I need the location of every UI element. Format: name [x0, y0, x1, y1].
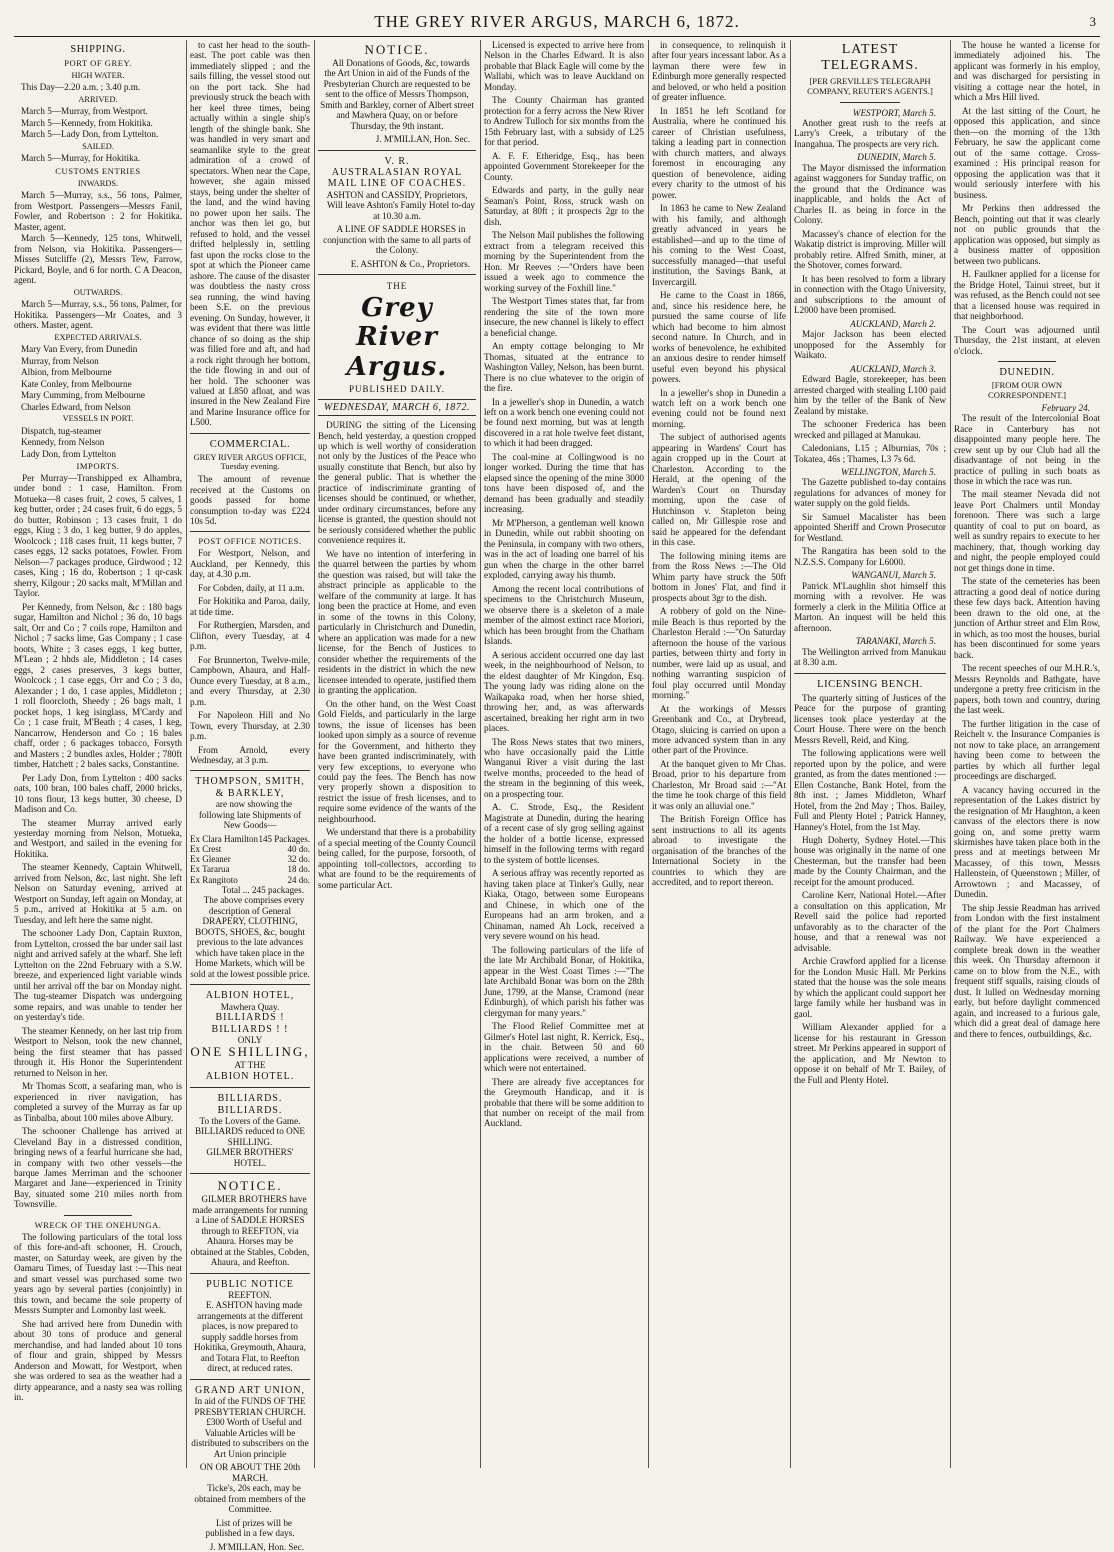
thompson-tail: The above comprises every description of General DRAPERY, CLOTHING, BOOTS, SHOES, &c, bought previous to the late advances which have taken place in the Home Markets, which will be sold at the lowest possible price.: [190, 895, 310, 979]
news-paragraph: Among the recent local contributions of specimens to the Christchurch Museum, we observe there is a skeleton of a male member of the almost extinct race Moriori, which has been brought from the Chatham Islands.: [484, 583, 644, 647]
bench-paragraph: At the last sitting of the Court, he opposed this application, and since then—on the morning of the 13th February, he saw the applicant come out of the same cottage. Cross-examined : His principal reason for opposing the application was that it would seriously interfere with his business.: [954, 105, 1100, 200]
divider: [318, 274, 476, 275]
billiards-title: BILLIARDS. BILLIARDS.: [217, 1093, 283, 1116]
news-paragraph: A robbery of gold on the Nine-mile Beach is thus reported by the Charleston Herald :—"On Saturday afternoon the house of the various parties, between thirty and forty in number, were laid up as usual, and nothing warranting suspicion of foul play occurred until Monday morning.": [652, 606, 786, 701]
leader-paragraph: We have no intention of interfering in the quarrel between the parties by whom the question was raised, but will take the abstract principle as applicable to the welfare of the community at large. It has long been the practice at Home, and even in some of the towns in this Colony, particularly in Christchurch and Dunedin, where an application was made for a new license, for the Bench of Justices to consider whether the requirements of the residents in the district in which the new licensee intended to operate, justified them in granting the application.: [318, 548, 476, 696]
telegram-place: WANGANUI, March 5.: [851, 570, 936, 581]
dunedin-paragraph: The state of the cemeteries has been attracting a good deal of notice during these few days back. Attention having been drawn to the old one, at the junction of Arthur street and Elm Row, in which, as too most the houses, burial has been discontinued for some years back.: [954, 576, 1100, 660]
arrived-heading: ARRIVED.: [78, 94, 118, 104]
telegram-text: It has been resolved to form a library in connection with the Otago University, and subscriptions to the amount of L2000 have been promised.: [794, 273, 946, 316]
outwards-heading: OUTWARDS.: [73, 287, 123, 297]
inwards-item: March 5—Murray, s.s., 56 tons, Palmer, from Westport. Passengers—Messrs Fanil, Fowler, and Robertson : 2 for Hokitika. Master, agent.: [14, 190, 182, 232]
coach-title: AUSTRALASIAN ROYAL MAIL LINE OF COACHES.: [327, 167, 467, 190]
dunedin-sub: [FROM OUR OWN CORRESPONDENT.]: [988, 380, 1066, 400]
port-heading: PORT OF GREY.: [64, 57, 132, 68]
telegram-text: Edward Bagle, storekeeper, has been arrested charged with stealing L100 paid him by the teller of the Bank of New Zealand by mistake.: [794, 374, 946, 416]
post-office-heading: POST OFFICE NOTICES.: [198, 536, 302, 547]
shipment-name: Ex Rangitoto: [190, 874, 238, 885]
shipping-paragraph: The steamer Kennedy, on her last trip from Westport to Nelson, took the new channel, being the first steamer that has passed through it. His Honor the Superintendent returned to Nelson in her.: [14, 1025, 182, 1078]
thompson-ad: [190, 776, 310, 979]
coach-ad: [318, 156, 476, 270]
news-paragraph: An empty cottage belonging to Mr Thomas, situated at the entrance to Washington Valley, Nelson, has been burnt. There is no clue whatever to the origin of the fire.: [484, 341, 644, 394]
paper-nameplate: [318, 281, 476, 394]
public-notice-title: PUBLIC NOTICE: [206, 1278, 294, 1290]
imports-paragraph: Per Kennedy, from Nelson, &c : 180 bags sugar, Hamilton and Nichol ; 36 do, 10 bags salt, Orr and Co ; 7 coils rope, Hamilton and Nichol ; 7 sacks lime, Gas Company ; 1 case boots, White ; 3 cases eggs, 1 keg butter, M'Lean ; 2 hhds ale, Middleton ; 14 cases eggs, 2 cases preserves, 3 kegs butter, Woolcock ; 1 case eggs, Orr and Co ; 3 do, Alexander ; 1 do, 1 case apples, Middleton ; 1 roll floorcloth, Sheedy ; 26 bags malt, 1 pocket hops, 1 keg isinglass, M'Cardy and Co ; 1 case fruit, M'Beath ; 4 cases, 1 keg, Nancarrow, Henderson and Co ; 16 bales chaff, order ; 6 packages tobacco, Forsyth and Masters ; 2 bundles axles, Holder ; 780ft timber, Hatchett ; 2 bales sacks, Constantine.: [14, 601, 182, 770]
albion-billiards: BILLIARDS ! BILLIARDS ! !: [211, 1012, 289, 1035]
column-rule: [790, 40, 791, 1468]
outwards-item: March 5—Murray, s.s., 56 tons, Palmer, for Hokitika. Passengers—Mr Coates, and 3 others. Master, agent.: [14, 299, 182, 331]
albion-place: Mawhera Quay.: [220, 1001, 280, 1012]
dunedin-paragraph: The further litigation in the case of Reichelt v. the Insurance Companies is not now to take place, an arrangement having been come to between the parties by which all further legal proceedings are discharged.: [954, 718, 1100, 782]
wreck-paragraph: She had arrived here from Dunedin with about 30 tons of produce and general merchandise, and had landed about 10 tons of flour and grain, shipped by Messrs Anderson and Mowatt, for Westport, when she was ordered to sea as the weather had a dirty appearance, and a nasty sea was rolling in.: [14, 1318, 182, 1402]
imports-heading: IMPORTS.: [76, 461, 120, 472]
thompson-text: are now showing the following late Shipments of New Goods—: [198, 799, 302, 831]
imports-paragraph: Per Murray—Transhipped ex Alhambra, under bond : 1 case, Hamilton. From Motueka—8 cases fruit, 2 cows, 5 calves, 1 keg butter, order ; 24 cases fruit, 6 do eggs, 5 do butter, Robinson ; 13 cases fruit, 1 do eggs, Kiug ; 3 do, 1 keg butter, 9 do apples, Woolcock ; 118 cases fruit, 11 kegs butter, 7 cases eggs, 12 sacks potatoes, Fowler. From Nelson—7 packages produce, Girdwood ; 12 cases, King ; 16 do, Robertson ; 1 qr-cask sherry, Kilgour ; 20 sacks malt, M'Millan and Taylor.: [14, 473, 182, 599]
dunedin-date: February 24.: [1041, 402, 1090, 413]
news-paragraph: The coal-mine at Collingwood is no longer worked. During the time that has elapsed since the opening of the mine 3000 tons have been disposed of, and the demand has been gradually and steadily increasing.: [484, 451, 644, 515]
divider: [190, 433, 310, 434]
column-rule: [480, 40, 481, 1468]
vr-text: V. R.: [384, 155, 410, 167]
imports-paragraph: Per Lady Don, from Lyttelton : 400 sacks oats, 100 bran, 100 bales chaff, 2000 bricks, 10 tons flour, 13 kegs butter, 30 cheese, D Madison and Co.: [14, 772, 182, 815]
public-notice-text: E. ASHTON having made arrangements at the different places, is now prepared to supply saddle horses from Hokitika, Greymouth, Ahaura, and Totara Flat, to Reefton direct, at reduced rates.: [193, 1300, 306, 1374]
news-paragraph: Mr M'Pherson, a gentleman well known in Dunedin, while out rabbit shooting on the Peninsula, in company with two others, was in the act of loading one barrel of his gun when the charge in the other barrel exploded, carrying away his thumb.: [484, 517, 644, 581]
nameplate-title: Grey River Argus.: [346, 292, 448, 382]
telegram-text: Macassey's chance of election for the Wakatip district is improving. Miller will probably retire. Alfred Smith, miner, at the Shotover, comes forward.: [794, 228, 946, 271]
public-notice-place: REEFTON.: [228, 1289, 272, 1300]
news-paragraph: The Ross News states that two miners, who have occasionally paid the Little Wanganui River a visit during the last twelve months, proceeded to the head of the stream in the beginning of this week, on a prospecting tour.: [484, 736, 644, 799]
albion-only: ONLY: [237, 1034, 263, 1045]
telegram-text: The schooner Frederica has been wrecked and pillaged at Manukau.: [794, 419, 946, 440]
bench-paragraph: The quarterly sitting of Justices of the Peace for the purpose of granting licenses took place yesterday at the Court House. There were on the bench Messrs Revell, Reid, and King.: [794, 692, 946, 745]
shipment-qty: 24 do.: [287, 874, 310, 885]
telegram-text: Caledonians, L15 ; Alburnias, 70s ; Tokatea, 46s ; Thames, L3 7s 6d.: [794, 443, 946, 464]
news-paragraph: A serious accident occurred one day last week, in the neighbourhood of Nelson, to the eldest daughter of Mr Kingdon, Esq. The young lady was riding alone on the Waikapaka road, when her horse shied, throwing her, and, as was afterwards ascertained, breaking her right arm in two places.: [484, 649, 644, 734]
leader-paragraph: On the other hand, on the West Coast Gold Fields, and particularly in the large towns, the issue of licenses has been looked upon simply as a source of revenue for the Government, and hitherto they have been granted indiscriminately, with very few exceptions, to everyone who could pay the fees. The Bench has now very properly shown a disposition to restrict the issue of fresh licenses, and to require some evidence of the wants of the neighbourhood.: [318, 698, 476, 824]
telegram-text: Sir Samuel Macalister has been appointed Sheriff and Crown Prosecutor for Westland.: [794, 511, 946, 543]
donations-notice: [318, 43, 476, 145]
shipment-qty: 40 do.: [287, 843, 310, 854]
column-rule: [186, 40, 187, 1468]
bench-paragraph: Archie Crawford applied for a license for the London Music Hall. Mr Perkins stated that the house was the sole means by which the applicant could support her large family while her husband was in gaol.: [794, 956, 946, 1019]
albion-title: ALBION HOTEL,: [205, 990, 295, 1002]
dunedin-paragraph: The recent speeches of our M.H.R.'s, Messrs Reynolds and Bathgate, have undergone a pretty free criticism in the papers, both town and country, during the last week.: [954, 663, 1100, 716]
high-water-heading: HIGH WATER.: [71, 70, 125, 80]
post-item: For Cobden, daily, at 11 a.m.: [198, 582, 305, 593]
high-water-times: This Day—2.20 a.m. ; 3.40 p.m.: [21, 82, 141, 93]
shipment-qty: 32 do.: [287, 854, 310, 865]
billiards-to: To the Lovers of the Game.: [199, 1115, 301, 1126]
divider: [190, 531, 310, 532]
shipping-paragraph: The schooner Challenge has arrived at Cleveland Bay in a distressed condition, bringing news of a fearful hurricane she had, in company with two other vessels—the barque James Merriman and the schooner Margaret and Jane—experienced in Trinity Bay, situated some 210 miles north from Townsville.: [14, 1126, 182, 1210]
leader-dateline: WEDNESDAY, MARCH 6, 1872.: [318, 399, 476, 416]
column-shipping: [14, 40, 182, 1468]
expected-item: Kate Conley, from Melbourne: [21, 378, 132, 389]
bench-paragraph: The following applications were well reported upon by the police, and were granted, as from the dates mentioned :—Ellen Costanche, Bank Hotel, from the 8th inst. ; James Middleton, Wharf Hotel, from the 2nd May ; Thos. Bailey, Full and Plenty Hotel ; Patrick Hanney, Hanney's Hotel, from the 1st May.: [794, 748, 946, 832]
shipment-row: [190, 875, 310, 885]
donations-text: All Donations of Goods, &c, towards the Art Union in aid of the Funds of the Presbyterian Church are requested to be sent to the office of Messrs Thompson, Smith and Barkley, corner of Albert street and Mawhera Quay, on or before Thursday, the 9th instant.: [320, 57, 474, 131]
bench-paragraph: H. Faulkner applied for a license for the Bridge Hotel, Tainui street, but it was refused, as the Bench could not see that a licensed house was required in that neighborhood.: [954, 269, 1100, 322]
notice-text: GILMER BROTHERS have made arrangements for running a Line of SADDLE HORSES through to REEFTON, via Ahaura. Horses may be obtained at the Stables, Cobden, Ahaura, and Reefton.: [190, 1194, 310, 1268]
news-paragraph: At the workings of Messrs Greenbank and Co., at Drybread, Otago, sluicing is carried on upon a more advanced system than in any other part of the Province.: [652, 703, 786, 756]
news-paragraph: The County Chairman has granted protection for a ferry across the New River to Andrew Tulloch for six months from the 15th February last, with a subsidy of L25 for that period.: [484, 95, 644, 148]
news-paragraph: The following particulars of the life of the late Mr Archibald Bonar, of Hokitika, appear in the West Coast Times :—"The late Archibald Bonar was born on the 28th June, 1799, at the Manse, Cramond (near Edinburgh), of which parish his father was clergyman for many years.": [484, 944, 644, 1018]
column-dunedin: [954, 40, 1100, 1468]
shipment-name: Ex Tararua: [190, 864, 230, 875]
news-paragraph: At the banquet given to Mr Chas. Broad, prior to his departure from Charleston, Mr Broad said :—"At the time he took charge of this field it was only an alluvial one.": [652, 758, 786, 811]
bench-paragraph: The house he wanted a license for immediately adjoined his. The applicant was formerly in his employ, and was discharged for persisting in visiting a cottage near the hotel, in which a Mrs Hill lived.: [954, 40, 1100, 103]
masthead: [14, 6, 1100, 37]
bench-paragraph: Mr Perkins then addressed the Bench, pointing out that it was clearly not on public grounds that the application was opposed, but simply as a business matter of opposition between two publicans.: [954, 203, 1100, 266]
dunedin-paragraph: The result of the Intercolonial Boat Race in Canterbury has not disappointed many people here. The crew sent up by our Club had all the disadvantage of not being in the practice of pulling in such boats as those in which the race was run.: [954, 413, 1100, 486]
expected-heading: EXPECTED ARRIVALS.: [54, 332, 142, 342]
bench-paragraph: The Court was adjourned until Thursday, the 21st instant, at eleven o'clock.: [954, 324, 1100, 356]
dunedin-heading: DUNEDIN.: [999, 367, 1055, 379]
shipment-qty: 18 do.: [287, 864, 310, 875]
vessel-item: Lady Don, from Lyttelton: [21, 448, 116, 459]
shipment-name: Ex Gleaner: [190, 854, 231, 865]
post-item: For Brunnerton, Twelve-mile, Campbown, Ahaura, and Half-Ounce every Tuesday, at 8 a.m., and every Thursday, at 2.30 p.m.: [190, 654, 310, 707]
commercial-heading: COMMERCIAL.: [209, 438, 291, 450]
shipment-total: Total ... 245 packages.: [221, 884, 304, 895]
divider: [998, 361, 1056, 362]
news-paragraph: A. C. Strode, Esq., the Resident Magistrate at Dunedin, during the hearing of a recent case of sly grog selling against the holder of a bottle license, expressed himself in the following terms with regard to the system of bottle licenses.: [484, 802, 644, 865]
newspaper-title: THE GREY RIVER ARGUS, MARCH 6, 1872.: [374, 12, 740, 31]
telegram-text: The Rangatira has been sold to the N.Z.S.S. Company for L6000.: [794, 546, 946, 567]
art-union-date: ON OR ABOUT THE 20th MARCH.: [199, 1462, 301, 1483]
vessels-heading: VESSELS IN PORT.: [62, 414, 134, 424]
art-union-title: GRAND ART UNION,: [195, 1384, 305, 1396]
post-item: For Westport, Nelson, and Auckland, per Kennedy, this day, at 4.30 p.m.: [190, 548, 310, 580]
telegram-text: Another great rush to the reefs at Larry's Creek, a tributary of the Inangahua. The prospects are very rich.: [794, 117, 946, 149]
post-item: From Arnold, every Wednesday, at 3 p.m.: [190, 744, 310, 765]
shipping-paragraph: The schooner Lady Don, Captain Ruxton, from Lyttelton, crossed the bar under sail last night and arrived safely at the wharf. She left Lyttelton on the 22nd February with a S.W. breeze, and experienced light variable winds until her arrival off the bar on Monday night. The tug-steamer Dispatch was undergoing some repairs, and was unable to tender her on yesterday's tide.: [14, 928, 182, 1023]
licensing-bench-heading: LICENSING BENCH.: [817, 678, 923, 690]
news-paragraph: There are already five acceptances for the Greymouth Handicap, and it is probable that there will be some addition to that number on receipt of the mail from Auckland.: [484, 1076, 644, 1129]
column-local-news: [484, 40, 644, 1468]
vr-crest: [318, 156, 476, 167]
nameplate-published: PUBLISHED DAILY.: [349, 384, 445, 395]
telegram-text: The Gazette published to-day contains regulations for advances of money for water supply on the gold fields.: [794, 477, 946, 509]
billiards-hotel: GILMER BROTHERS' HOTEL.: [206, 1147, 294, 1168]
news-paragraph: The subject of authorised agents appearing in Wardens' Court has again cropped up in the Court at Charleston. According to the Herald, at the opening of the Warden's Court on Thursday morning, upon the case of Hutchinson v. Stapleton being called on, Mr Gillespie rose and said he appeared for the defendant in this case.: [652, 432, 786, 548]
art-union-ad: [190, 1385, 310, 1552]
leader-paragraph: DURING the sitting of the Licensing Bench, held yesterday, a question cropped up which is well worthy of consideration not only by the Justices of the Peace who usually constitute that Bench, but also by the general public. That is whether the practice of indiscriminate granting of licenses should be continued, or whether, under ordinary circumstances, before any license is granted, the question should not be seriously considered whether the public convenience requires it.: [318, 420, 476, 546]
shipment-qty: 145 Packages.: [258, 833, 310, 844]
telegram-text: Major Jackson has been elected unopposed for the Assembly for Waikato.: [794, 329, 946, 361]
news-paragraph: The Westport Times states that, far from rendering the site of the town more insecure, the new channel is likely to effect a beneficial change.: [484, 296, 644, 338]
expected-item: Charles Edward, from Nelson: [21, 401, 131, 412]
expected-item: Mary Cumming, from Melbourne: [21, 390, 146, 401]
billiards-reduced: BILLIARDS reduced to ONE SHILLING.: [195, 1126, 305, 1147]
saddle-text: A LINE OF SADDLE HORSES in conjunction with the same to all parts of the Colony.: [323, 224, 471, 256]
expected-item: Murray, from Nelson: [21, 355, 99, 366]
donations-signature: J. M'MILLAN, Hon. Sec.: [375, 134, 470, 145]
telegram-text: The Mayor dismissed the information against waggoners for Sunday traffic, on the ground that the Ordinance was inapplicable, and holds the Act of Charles II. as being in force in the Colony.: [794, 162, 946, 226]
page-number: 3: [1089, 14, 1096, 29]
divider: [190, 1379, 310, 1380]
albion-price: ONE SHILLING,: [190, 1044, 310, 1060]
expected-item: Mary Van Every, from Dunedin: [21, 344, 138, 355]
vessel-item: Dispatch, tug-steamer: [21, 425, 102, 436]
column-news-continued: [652, 40, 786, 1468]
telegram-place: WESTPORT, March 5.: [852, 107, 936, 118]
albion-ad: [190, 990, 310, 1082]
shipment-row: [190, 854, 310, 864]
shipment-row: [190, 864, 310, 874]
divider: [190, 770, 310, 771]
divider: [190, 1087, 310, 1088]
post-item: For Ruthergien, Marsden, and Clifton, every Tuesday, at 4 p.m.: [190, 620, 310, 652]
news-paragraph: He came to the Coast in 1866, and, since his residence here, he pursued the same course of life which had become to him almost second nature. In Church, and in works of benevolence, he exhibited an anxious desire to render himself useful even beyond his physical powers.: [652, 290, 786, 385]
telegram-text: The Wellington arrived from Manukau at 8.30 a.m.: [794, 646, 946, 668]
post-item: For Napoleon Hill and No Town, every Thursday, at 2.30 p.m.: [190, 710, 310, 742]
dunedin-paragraph: The mail steamer Nevada did not leave Port Chalmers until Monday forenoon. There was such a large quantity of coal to put on board, as well as sundry repairs to execute to her machinery, that, though working day and night, the people employed could not get things done in time.: [954, 489, 1100, 573]
divider: [190, 1173, 310, 1174]
expected-item: Albion, from Melbourne: [21, 367, 112, 378]
shipment-name: Ex Clara Hamilton: [190, 833, 258, 844]
telegram-place: TARANAKI, March 5.: [855, 636, 936, 647]
dunedin-paragraph: A vacancy having occurred in the representation of the Lakes district by the resignation of Mr Haughton, a keen canvass of the electors there is now going on, and some pretty warm skirmishes have taken place both in the press and at meetings between Mr Macassey, of this town, Messrs Hallenstein, of Queenstown ; Miller, of Arrowtown ; and Macassey, of Dunedin.: [954, 784, 1100, 900]
column-leader: [318, 40, 476, 1468]
wreck-continued: to cast her head to the south-east. The port cable was then immediately slipped ; and the sails filling, the vessel stood out on the port tack. She had previously struck the beach with her keel three times, being actually within a single ship's length of the shingle bank. She was handled in very smart and seamanlike style to the great admiration of a crowd of spectators. When near the Cape, however, she again missed stays, being under the shelter of the land, and the wind having no power upon her sails. The anchor was then let go, but refused to hold, and the vessel drifted helplessly in, settling fast upon the rocks close to the spot at which the Pioneer came ashore. The cause of the disaster was doubtless the nasty cross sea running, the wind having been S.E. on the previous evening. On Sunday, however, it was evident that there was little chance of so doing as the ship was filled fore and aft, and had a rock right through her bottom, the tide flowing in and out of her hold. The schooner was valued at L850 afloat, and was insured in the New Zealand Fire and Marine Insurance office for L500.: [190, 40, 310, 428]
notice-title: NOTICE.: [217, 1178, 283, 1194]
saddle-signature: E. ASHTON & Co., Proprietors.: [350, 258, 470, 269]
bench-paragraph: Hugh Doherty, Sydney Hotel.—This house was originally in the name of one Chesterman, but the transfer had been made by the County Chairman, and the receipt for the amount produced.: [794, 834, 946, 887]
coach-text: Will leave Ashton's Family Hotel to-day at 10.30 a.m.: [326, 200, 475, 221]
divider: [190, 1273, 310, 1274]
divider: [794, 673, 946, 674]
telegram-place: DUNEDIN, March 5.: [857, 152, 936, 163]
news-paragraph: In a jeweller's shop in Dunedin, a watch left on a work bench one evening could not be found next morning, but was at length discovered in a rat hole twelve feet distant, to which it had been dragged.: [484, 396, 644, 449]
news-paragraph: The Nelson Mail publishes the following extract from a telegram received this morning by the Superintendent from the Hon. Mr Reeves :—"Orders have been issued a week ago to commence the working survey of the Foxhill line.": [484, 230, 644, 293]
news-paragraph: The following mining items are from the Ross News :—The Old Whim party have struck the 50ft bottom in Jones' Flat, and find it prospects about 3gr to the dish.: [652, 550, 786, 603]
billiards-ad: [190, 1093, 310, 1168]
sailed-item: March 5—Murray, for Hokitika.: [21, 153, 141, 164]
news-paragraph: The British Foreign Office has sent instructions to all its agents abroad to investigate the organisation of the branches of the International Society in the countries to which they are accredited, and to report thereon.: [652, 814, 786, 888]
commercial-text: The amount of revenue received at the Customs on goods passed for home consumption to-day was £224 10s 5d.: [190, 474, 310, 526]
art-union-text: £300 Worth of Useful and Valuable Articles will be distributed to subscribers on the Art Union principle: [191, 1417, 309, 1459]
art-union-list: List of prizes will be published in a few days.: [205, 1517, 295, 1539]
nameplate-the: THE: [386, 281, 408, 292]
column-rule: [950, 40, 951, 1468]
news-paragraph: In 1851 he left Scotland for Australia, where he continued his career of Christian usefulness, taking a leading part in connection with church matters, and always foremost in encouraging any question of benevolence, aiding every charity to the utmost of his power.: [652, 105, 786, 200]
donations-title: NOTICE.: [364, 42, 430, 57]
vessel-item: Kennedy, from Nelson: [21, 437, 105, 448]
customs-heading: CUSTOMS ENTRIES: [55, 165, 141, 176]
news-paragraph: The Flood Relief Committee met at Gilmer's Hotel last night, R. Kerrick, Esq., in the chair. Between 50 and 60 applications were received, a number of which were not entertained.: [484, 1021, 644, 1074]
thompson-heading: THOMPSON, SMITH, & BARKLEY,: [195, 776, 305, 799]
divider: [190, 984, 310, 985]
news-paragraph: in consequence, to relinquish it after four years incessant labor. As a layman there were few in Edinburgh more generally respected and beloved, or who held a position of greater influence.: [652, 40, 786, 103]
telegram-place: AUCKLAND, March 3.: [850, 363, 936, 374]
news-paragraph: Edwards and party, in the gully near Seaman's Point, Ross, struck wash on Saturday, at 80ft ; it prospects 2gr to the dish.: [484, 185, 644, 227]
albion-at: AT THE: [234, 1060, 266, 1071]
art-union-signature: J. M'MILLAN, Hon. Sec.: [209, 1541, 304, 1552]
telegram-place: AUCKLAND, March 2.: [850, 318, 936, 329]
telegram-place: WELLINGTON, March 5.: [841, 467, 936, 477]
column-rule: [648, 40, 649, 1468]
shipment-name: Ex Crest: [190, 843, 222, 854]
arrived-item: March 5—Kennedy, from Hokitika.: [21, 117, 153, 128]
inwards-item: March 5—Kennedy, 125 tons, Whitwell, from Nelson, via Hokitika. Passengers—Misses Sutcliffe (2), Messrs Tew, Farrow, Pickard, Boyle, and 6 for north. C A Deacon, agent.: [14, 233, 182, 286]
news-paragraph: In 1863 he came to New Zealand with his family, and although greatly advanced in years he established—and up to the time of his coming to the West Coast, successfully managed—that useful institution, the Savings Bank, at Invercargill.: [652, 203, 786, 287]
arrived-item: March 5—Murray, from Westport.: [21, 106, 148, 117]
news-paragraph: A. F. F. Etheridge, Esq., has been appointed Government Storekeeper for the County.: [484, 150, 644, 182]
coach-proprietors: ASHTON and CASSIDY, Proprietors,: [326, 189, 468, 200]
column-rule: [314, 40, 315, 1468]
column-telegrams: [794, 40, 946, 1468]
divider: [318, 150, 476, 151]
news-paragraph: Licensed is expected to arrive here from Nelson in the Charles Edward. It is also probable that Black Eagle will come by the Wallabi, which was to leave Auckland on Monday.: [484, 40, 644, 92]
inwards-heading: INWARDS.: [77, 178, 119, 188]
post-item: For Hokitika and Paroa, daily, at tide time.: [190, 596, 310, 617]
divider: [840, 102, 901, 103]
telegrams-heading: LATEST TELEGRAMS.: [821, 42, 919, 73]
shipping-paragraph: The steamer Murray arrived early yesterday morning from Nelson, Motueka, and Westport, and sailed in the evening for Hokitika.: [14, 817, 182, 859]
shipment-row: [190, 844, 310, 854]
shipping-paragraph: The steamer Kennedy, Captain Whitwell, arrived from Nelson, &c, last night. She left Nelson on Saturday evening, arrived at Westport on Sunday, left again on Monday, at 5 p.m., arrived at Hokitika at 5 a.m. on Tuesday, and left here the same night.: [14, 862, 182, 925]
bench-paragraph: William Alexander applied for a license for his restaurant in Gresson street. Mr Perkins appeared in support of the application, and Mr Newton to oppose it on behalf of Mr T. Bailey, of the Full and Plenty Hotel.: [794, 1022, 946, 1085]
wreck-paragraph: The following particulars of the total loss of this fore-and-aft schooner, H. Crouch, master, on Saturday week, are given by the Oamaru Times, of Tuesday last :—This neat and smart vessel was purchased some two years ago by several parties (conjointly) in this town, and became the sole property of Messrs Sumpter and Lomonby last week.: [14, 1231, 182, 1316]
shipping-paragraph: Mr Thomas Scott, a seafaring man, who is experienced in river navigation, has completed a survey of the Murray as far up as Tinbalba, about 100 miles above Albury.: [14, 1081, 182, 1123]
news-paragraph: In a jeweller's shop in Dunedin a watch left on a work bench one evening could not be found next morning.: [652, 387, 786, 429]
shipment-row: [190, 834, 310, 844]
commercial-sub: GREY RIVER ARGUS OFFICE, Tuesday evening.: [193, 452, 307, 472]
arrived-item: March 5—Lady Don, from Lyttelton.: [21, 129, 159, 140]
public-notice-ad: [190, 1279, 310, 1374]
leader-paragraph: We understand that there is a probability of a special meeting of the County Council being called, for the purpose, forsooth, of appointing toll-collectors, according to what are found to be the requirements of some particular Act.: [318, 827, 476, 890]
sailed-heading: SAILED.: [82, 141, 114, 151]
divider: [64, 1215, 131, 1216]
art-union-sub: In aid of the FUNDS OF THE PRESBYTERIAN CHURCH.: [194, 1396, 306, 1417]
column-commercial: [190, 40, 310, 1552]
shipping-heading: SHIPPING.: [70, 44, 126, 55]
dunedin-paragraph: The ship Jessie Readman has arrived from London with the first instalment of the plant for the Port Chalmers Railway. We have experienced a complete break down in the weather this week. On Thursday afternoon it came on to blow from the N.E., with frequent stiff squalls, raising clouds of dust. It lulled on Wednesday morning early, but before daylight commenced again, and increased to a furious gale, which did a great deal of damage here and there to fences, outbuildings, &c.: [954, 902, 1100, 1039]
bench-paragraph: Caroline Kerr, National Hotel.—After a consultation on this application, Mr Revell said the police had reported unfavorably as to the character of the house, and that a renewal was not advisable.: [794, 890, 946, 953]
wreck-heading: WRECK OF THE ONEHUNGA.: [34, 1219, 162, 1230]
art-union-tickets: Ticke's, 20s each, may be obtained from members of the Committee.: [194, 1483, 306, 1515]
gilmer-notice-ad: [190, 1179, 310, 1267]
telegram-text: Patrick M'Laughlin shot himself this morning with a revolver. He was formerly a clerk in the Militia Office at Marton. An inquest will be held this afternoon.: [794, 580, 946, 633]
albion-hotel: ALBION HOTEL.: [205, 1070, 295, 1082]
telegrams-sub: [PER GREVILLE'S TELEGRAPH COMPANY, REUTER'S AGENTS.]: [807, 75, 933, 96]
news-paragraph: A serious affray was recently reported as having taken place at Tinker's Gully, near Kiaka, Otago, between some Europeans and Chinese, in which one of the Europeans had an arm broken, and a Chinaman, named Ah Lock, received a very severe wound on his head.: [484, 868, 644, 942]
